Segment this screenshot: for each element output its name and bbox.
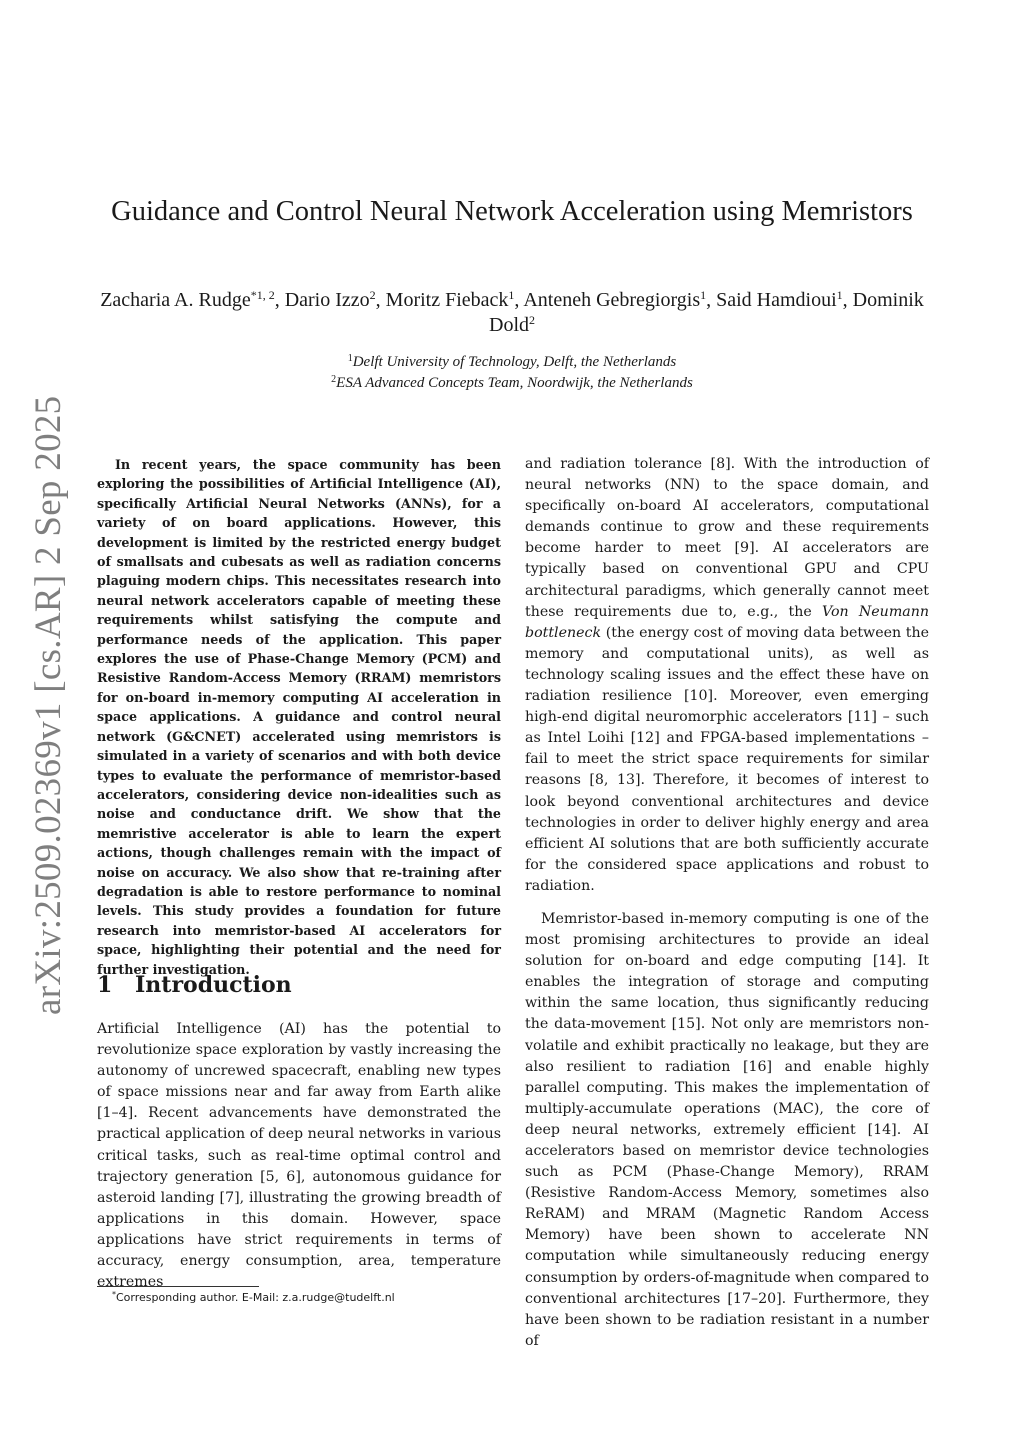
paragraph-text: and radiation tolerance [8]. With the introduction of neural networks (NN) to the space domain, and specifically on-board AI accelerators, computational demands continue to grow and these requirements become harder to meet [9]. AI accelerators are typically based on conventional GPU and CPU architectural paradigms, which generally cannot meet these requirements due to, e.g., the (525, 456, 929, 620)
footnote-text: Corresponding author. E-Mail: z.a.rudge@tudelft.nl (116, 1291, 395, 1304)
paper-title: Guidance and Control Neural Network Acceleration using Memristors (111, 196, 913, 227)
author-affil-mark: 2 (529, 313, 535, 327)
affiliation-mark: 2 (331, 374, 337, 385)
body-paragraph: Memristor-based in-memory computing is one of the most promising architectures to provide an ideal solution for on-board and edge computing [14]. It enables the integration of storage and computing within the same location, thus significantly reducing the data-movement [15]. Not only are memristors non-volatile and exhibit practically no leakage, but they are also resilient to radiation [16] and enable highly parallel computing. This makes the implementation of multiply-accumulate operations (MAC), the core of deep neural networks, extremely efficient [14]. AI accelerators based on memristor device technologies such as PCM (Phase-Change Memory), RRAM (Resistive Random-Access Memory, sometimes also ReRAM) and MRAM (Magnetic Random Access Memory) have been shown to accelerate NN computation while simultaneously reducing energy consumption by orders-of-magnitude when compared to conventional architectures [17–20]. Furthermore, they have been shown to be radiation resistant in a number of (525, 910, 929, 1349)
author-name: Moritz Fieback (385, 289, 509, 311)
footnote-mark: * (112, 1290, 116, 1299)
footnote-rule (97, 1286, 259, 1287)
section-title: Introduction (135, 972, 292, 998)
arxiv-identifier-stamp: arXiv:2509.02369v1 [cs.AR] 2 Sep 2025 (28, 395, 69, 1015)
affiliation-line (100, 373, 924, 394)
author-name: Zacharia A. Rudge (100, 289, 251, 311)
author-name: Dario Izzo (284, 289, 370, 311)
affiliation-mark: 1 (347, 353, 353, 364)
author-name: Anteneh Gebregiorgis (523, 289, 701, 311)
body-paragraph (525, 454, 929, 897)
author-affil-mark: 1 (836, 288, 843, 302)
paragraph-text: (the energy cost of moving data between the memory and computational units), as well as technology scaling issues and the effect these have on radiation resilience [10]. Moreover, even emerging high-end digital neuromorphic accelerators [11] – such as Intel Loihi [12] and FPGA-based implementations – fail to meet the strict space requirements for similar reasons [8, 13]. Therefore, it becomes of interest to look beyond conventional architectures and device technologies in order to deliver highly energy and area efficient AI solutions that are both sufficiently accurate for the considered space applications and robust to radiation. (525, 624, 929, 894)
author-affil-mark: 1 (508, 288, 515, 302)
abstract: In recent years, the space community has been exploring the possibilities of Artificial Intelligence (AI), specifically Artificial Neural Networks (ANNs), for a variety of on board applications. However, this development is limited by the restricted energy budget of smallsats and cubesats as well as radiation concerns plaguing modern chips. This necessitates research into neural network accelerators capable of meeting these requirements whilst satisfying the compute and performance needs of the application. This paper explores the use of Phase-Change Memory (PCM) and Resistive Random-Access Memory (RRAM) memristors for on-board in-memory computing AI acceleration in space applications. A guidance and control neural network (G&CNET) accelerated using memristors is simulated in a variety of scenarios and with both device types to evaluate the performance of memristor-based accelerators, considering device non-idealities such as noise and conductance drift. We show that the memristive accelerator is able to learn the expert actions, though challenges remain with the impact of noise on accuracy. We also show that re-training after degradation is able to restore performance to nominal levels. This study provides a foundation for future research into memristor-based AI accelerators for space, highlighting their potential and the need for further investigation. (97, 457, 501, 977)
affiliation-line (100, 352, 924, 373)
section-heading (97, 970, 292, 1000)
author-name: Dominik Dold (489, 289, 924, 336)
author-affil-mark: *1, 2 (250, 288, 275, 302)
right-column (525, 454, 929, 1352)
section-number: 1 (97, 972, 113, 998)
author-name: Said Hamdioui (716, 289, 837, 311)
footnote (112, 1290, 395, 1306)
author-affil-mark: 1 (700, 288, 707, 302)
emphasized-term: Von Neumann bottleneck (525, 603, 930, 641)
author-list: Zacharia A. Rudge$^{*1, 2}$, Dario Izzo$^2$, Moritz Fieback$^1$, Anteneh Gebregiorgis$^1$, Said Hamdioui$^1$, Dominik Dold$^2$ (100, 288, 924, 336)
intro-paragraph: Artificial Intelligence (AI) has the potential to revolutionize space exploration by vastly increasing the autonomy of uncrewed spacecraft, enabling new types of space missions near and far away from Earth alike [1–4]. Recent advancements have demonstrated the practical application of deep neural networks in various critical tasks, such as real-time optimal control and trajectory generation [5, 6], autonomous guidance for asteroid landing [7], illustrating the growing breadth of applications in this domain. However, space applications have strict requirements in terms of accuracy, energy consumption, area, temperature extremes (97, 1021, 501, 1291)
affiliation-text: ESA Advanced Concepts Team, Noordwijk, the Netherlands (336, 375, 693, 391)
author-affil-mark: 2 (369, 288, 376, 302)
affiliations (100, 352, 924, 394)
affiliation-text: Delft University of Technology, Delft, the Netherlands (352, 354, 677, 370)
